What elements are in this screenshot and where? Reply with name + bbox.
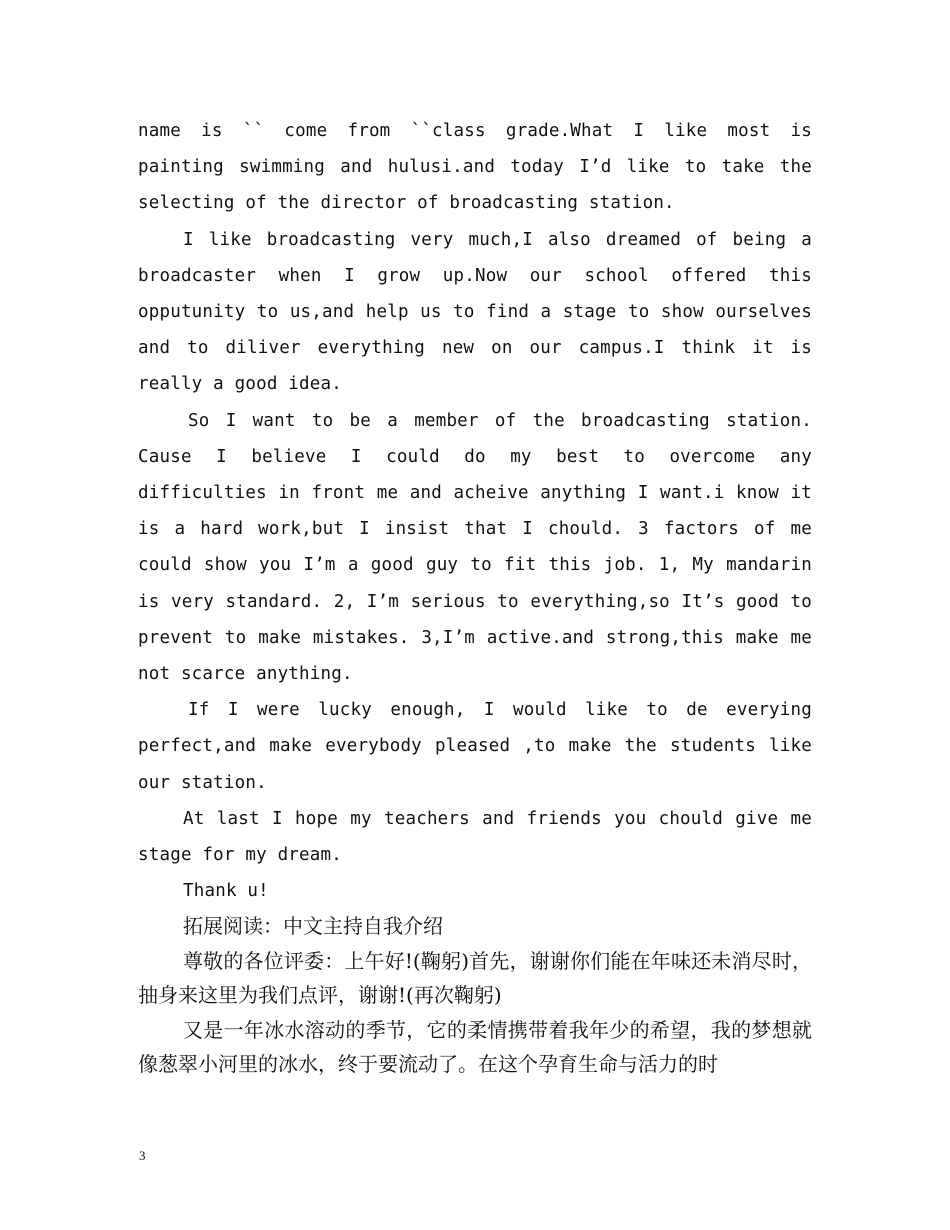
paragraph-thanks: Thank u! (183, 881, 269, 902)
paragraph-at-last: At last I hope my teachers and friends you chould give me stage for my dream. (138, 808, 812, 866)
paragraph-broadcasting-dream: I like broadcasting very much,I also dreamed of being a broadcaster when I grow up.Now our school offered this opputunity to us,and help us to find a stage to show ourselves and to diliver everything new on our campus.I think it is really a good idea. (138, 229, 812, 395)
paragraph-extended-reading-heading: 拓展阅读：中文主持自我介绍 (183, 914, 443, 939)
page-number: 3 (139, 1148, 146, 1163)
document-body (138, 113, 812, 1082)
paragraph-if-lucky: If I were lucky enough, I would like to de everying perfect,and make everybody pleased ,to make the students like our station. (138, 700, 812, 793)
paragraph-season: 又是一年冰水溶动的季节，它的柔情携带着我年少的希望，我的梦想就像葱翠小河里的冰水，终于要流动了。在这个孕育生命与活力的时 (138, 1017, 812, 1077)
paragraph-greeting: 尊敬的各位评委：上午好!(鞠躬)首先，谢谢你们能在年味还未消尽时，抽身来这里为我们点评，谢谢!(再次鞠躬) (138, 948, 812, 1008)
paragraph-intro: name is `` come from ``class grade.What I like most is painting swimming and hulusi.and today I’d like to take the selecting of the director of broadcasting station. (138, 121, 812, 214)
paragraph-reasons: So I want to be a member of the broadcasting station. Cause I believe I could do my best to overcome any difficulties in front me and acheive anything I want.i know it is a hard work,but I insist that I chould. 3 factors of me could show you I’m a good guy to fit this job. 1, My mandarin is very standard. 2, I’m serious to everything,so It’s good to prevent to make mistakes. 3,I’m active.and strong,this make me not scarce anything. (138, 410, 812, 685)
